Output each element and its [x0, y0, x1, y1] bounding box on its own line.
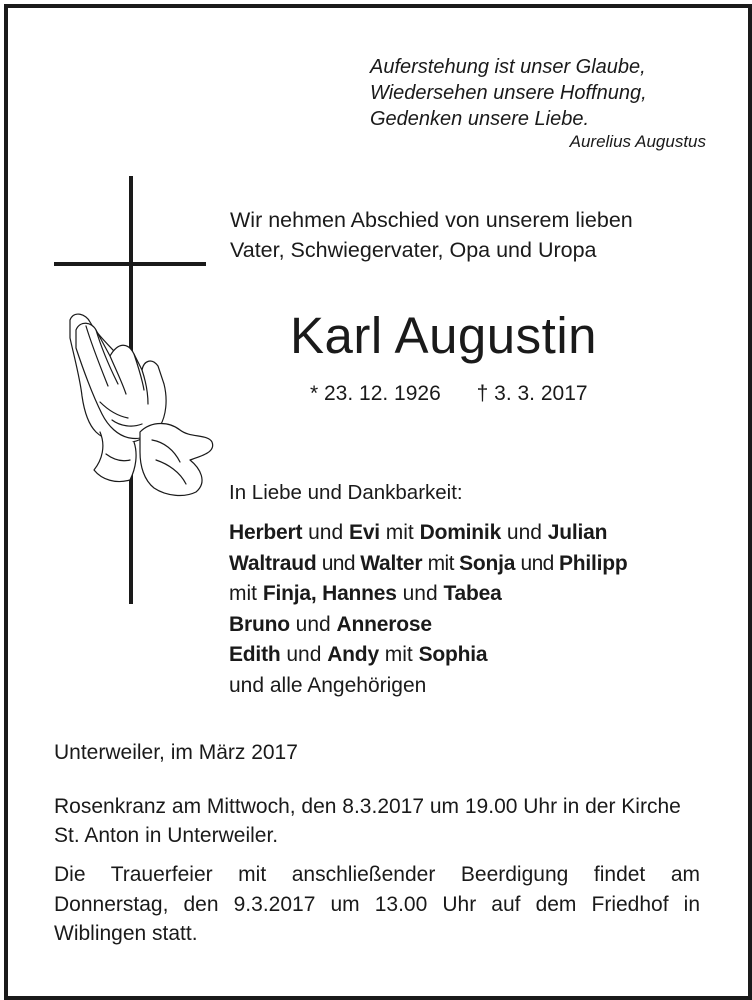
mourner-line: [229, 518, 628, 549]
connector: mit: [229, 582, 263, 605]
mourner-name: Sophia: [418, 643, 488, 666]
cross-and-hands-illustration: [40, 170, 220, 610]
mourner-name: Tabea: [443, 582, 502, 605]
mourner-line: und alle Angehörigen: [229, 673, 427, 697]
deceased-name: Karl Augustin: [290, 307, 598, 364]
intro-line: Vater, Schwiegervater, Opa und Uropa: [230, 238, 597, 262]
mourner-name: Walter: [360, 551, 423, 575]
mourner-name: Annerose: [336, 612, 432, 636]
quote-author: Aurelius Augustus: [569, 132, 706, 151]
mourner-name: Herbert: [229, 521, 303, 544]
connector: und: [289, 612, 337, 636]
mourner-name: Dominik: [419, 521, 502, 544]
mourner-name: Waltraud: [229, 551, 317, 575]
connector: und: [501, 521, 548, 544]
mourner-name: Sonja: [459, 551, 516, 575]
mourner-line: [229, 640, 628, 671]
rosary-notice: Rosenkranz am Mittwoch, den 8.3.2017 um 19.00 Uhr in der Kirche St. Anton in Unterweiler.: [54, 795, 681, 847]
connector: mit: [379, 521, 420, 544]
mourners-list: [229, 518, 628, 701]
connector: und: [302, 521, 350, 544]
quote-line: Wiedersehen unsere Hoffnung,: [370, 82, 647, 104]
connector: und: [396, 582, 444, 605]
connector: und: [316, 551, 361, 575]
connector: und: [515, 551, 559, 575]
mourner-name: Philipp: [558, 551, 628, 575]
birth-date: * 23. 12. 1926: [310, 382, 441, 405]
praying-hands-icon: [70, 314, 213, 495]
quote-block: [370, 54, 647, 132]
intro-line: Wir nehmen Abschied von unserem lieben: [230, 208, 633, 232]
quote-line: Auferstehung ist unser Glaube,: [370, 56, 646, 78]
mourner-name: Andy: [327, 643, 379, 666]
farewell-intro: [230, 205, 633, 265]
mourner-name: Edith: [229, 643, 281, 666]
mourner-line: [229, 549, 628, 580]
connector: mit: [378, 643, 419, 666]
mourner-name: Julian: [547, 521, 608, 544]
mourner-name: Evi: [349, 521, 380, 544]
connector: und: [280, 643, 328, 666]
mourner-line: [229, 579, 628, 610]
death-date: † 3. 3. 2017: [476, 382, 588, 405]
mourner-name: Bruno: [229, 612, 290, 636]
life-dates: [310, 382, 588, 406]
funeral-notice: Die Trauerfeier mit anschließender Beerdigung findet am Donnerstag, den 9.3.2017 um 13.00 Uhr auf dem Friedhof in Wiblingen statt.: [54, 863, 700, 945]
connector: mit: [422, 551, 460, 575]
mourner-line: [229, 610, 628, 641]
place-date: Unterweiler, im März 2017: [54, 741, 298, 764]
quote-line: Gedenken unsere Liebe.: [370, 108, 590, 130]
mourner-name: Finja, Hannes: [262, 582, 397, 605]
mourners-heading: In Liebe und Dankbarkeit:: [229, 481, 463, 504]
